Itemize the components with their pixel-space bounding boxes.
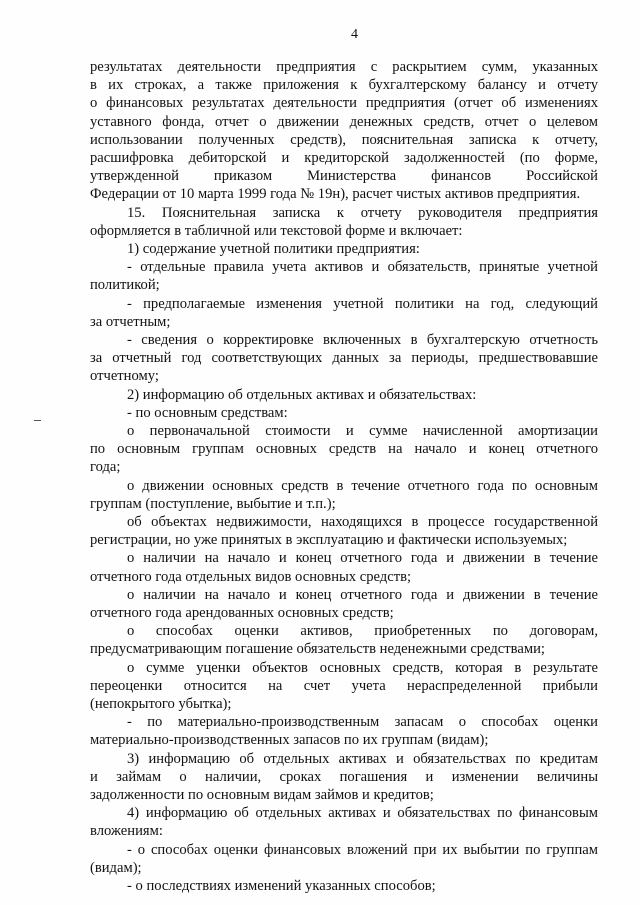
text-line: результатах деятельности предприятия с раскрытием сумм, указанных — [90, 59, 598, 75]
text-line: отчетного года арендованных основных средств; — [90, 605, 394, 621]
text-line: о первоначальной стоимости и сумме начисленной амортизации — [127, 423, 598, 439]
text-line: о финансовых результатах деятельности предприятия (отчет об изменениях — [90, 95, 598, 112]
text-line: политикой; — [90, 277, 160, 294]
text-line: задолженности по основным видам займов и кредитов; — [90, 787, 434, 803]
text-line: группам (поступление, выбытие и т.п.); — [90, 495, 336, 512]
text-line: по основным группам основных средств на начало и конец отчетного — [90, 441, 598, 458]
text-line: о наличии на начало и конец отчетного года и движении в течение — [127, 586, 598, 603]
text-line: - предполагаемые изменения учетной политики на год, следующий — [127, 295, 598, 312]
text-line: - по материально-производственным запасам о способах оценки — [127, 714, 598, 731]
text-line: за отчетным; — [90, 313, 171, 330]
text-line: о способах оценки активов, приобретенных по договорам, — [127, 623, 598, 640]
text-line: года; — [90, 459, 121, 476]
text-line: утвержденной приказом Министерства финансов Российской — [90, 168, 598, 185]
text-line: о сумме уценки объектов основных средств, которая в результате — [127, 659, 598, 676]
text-line: - по основным средствам: — [127, 404, 288, 421]
text-line: использовании полученных средств), пояснительная записка к отчету, — [90, 131, 598, 148]
text-line: и займам о наличии, сроках погашения и изменении величины — [90, 768, 598, 785]
text-line: переоценки относится на счет учета нераспределенной прибыли — [90, 677, 598, 694]
text-line: отчетному; — [90, 368, 159, 385]
text-line: 3) информацию об отдельных активах и обязательствах по кредитам — [127, 750, 598, 767]
text-line: расшифровка дебиторской и кредиторской задолженностей (по форме, — [90, 150, 598, 166]
text-line: - сведения о корректировке включенных в бухгалтерскую отчетность — [127, 332, 598, 348]
text-line: 1) содержание учетной политики предприятия: — [127, 241, 420, 257]
text-line: 2) информацию об отдельных активах и обязательствах: — [127, 386, 477, 403]
text-line: отчетного года отдельных видов основных средств; — [90, 568, 412, 585]
text-line: (непокрытого убытка); — [90, 696, 232, 712]
text-line: об объектах недвижимости, находящихся в процессе государственной — [127, 514, 598, 530]
text-line: о движении основных средств в течение отчетного года по основным — [127, 477, 598, 494]
text-line: - отдельные правила учета активов и обязательств, принятые учетной — [127, 259, 598, 276]
text-line: 15. Пояснительная записка к отчету руководителя предприятия — [127, 204, 598, 221]
margin-mark — [34, 420, 41, 421]
text-line: предусматривающим погашение обязательств неденежными средствами; — [90, 641, 545, 658]
text-line: регистрации, но уже принятых в эксплуатацию и фактически используемых; — [90, 532, 568, 549]
page-number: 4 — [351, 27, 358, 42]
text-line: (видам); — [90, 859, 142, 876]
text-line: в их строках, а также приложения к бухгалтерскому балансу и отчету — [90, 77, 598, 94]
text-line: - о способах оценки финансовых вложений при их выбытии по группам — [127, 841, 598, 858]
text-line: о наличии на начало и конец отчетного года и движении в течение — [127, 550, 598, 567]
text-line: 4) информацию об отдельных активах и обязательствах по финансовым — [127, 805, 598, 822]
text-line: вложениям: — [90, 823, 163, 840]
text-line: уставного фонда, отчет о движении денежных средств, отчет о целевом — [90, 113, 598, 130]
text-line: - о последствиях изменений указанных способов; — [127, 878, 436, 894]
text-line: Федерации от 10 марта 1999 года № 19н), расчет чистых активов предприятия. — [90, 186, 581, 203]
text-line: за отчетный год соответствующих данных за периоды, предшествовавшие — [90, 350, 598, 367]
text-line: оформляется в табличной или текстовой форме и включает: — [90, 222, 463, 239]
text-line: материально-производственных запасов по их группам (видам); — [90, 732, 489, 749]
